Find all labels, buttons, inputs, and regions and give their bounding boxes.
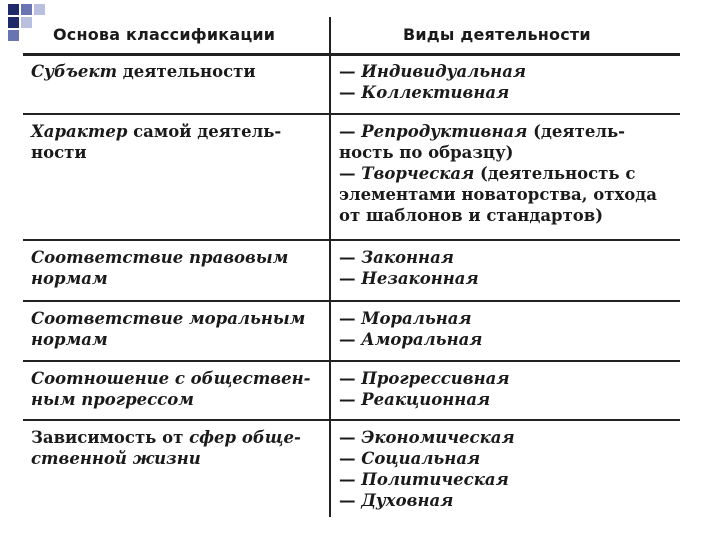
text-segment: — xyxy=(339,330,362,349)
text-segment: — xyxy=(339,269,362,288)
text-segment: Соответствие правовым xyxy=(31,248,289,267)
cell-line xyxy=(339,329,675,350)
text-segment: — xyxy=(339,164,362,183)
text-segment: ность по образцу) xyxy=(339,143,514,162)
row-divider xyxy=(23,300,680,302)
text-segment: от шаблонов и стандартов) xyxy=(339,206,604,225)
text-segment: Моральная xyxy=(361,309,472,328)
text-segment: элементами новаторства, отхода xyxy=(339,185,657,204)
classification-basis-cell xyxy=(31,121,323,163)
deco-square xyxy=(8,30,19,41)
header-divider xyxy=(23,53,680,56)
text-segment: — xyxy=(339,470,362,489)
text-segment: (деятель- xyxy=(527,122,625,141)
text-segment: ственной жизни xyxy=(31,449,201,468)
column-divider xyxy=(329,17,331,517)
cell-line xyxy=(339,389,675,410)
cell-line xyxy=(31,247,323,268)
activity-types-cell xyxy=(339,247,675,289)
cell-line xyxy=(31,368,323,389)
text-segment: — xyxy=(339,428,362,447)
cell-line xyxy=(31,268,323,289)
text-segment: Экономическая xyxy=(361,428,515,447)
activity-types-cell xyxy=(339,308,675,350)
text-segment: Творческая xyxy=(361,164,475,183)
text-segment: Законная xyxy=(361,248,454,267)
row-divider xyxy=(23,239,680,241)
cell-line xyxy=(339,268,675,289)
classification-table xyxy=(23,17,680,517)
text-segment: Прогрессивная xyxy=(361,369,510,388)
cell-line xyxy=(339,469,675,490)
cell-line xyxy=(31,389,323,410)
text-segment: — xyxy=(339,449,362,468)
text-segment: — xyxy=(339,309,362,328)
text-segment: нормам xyxy=(31,330,108,349)
classification-basis-cell xyxy=(31,308,323,350)
cell-line xyxy=(339,163,675,184)
deco-square xyxy=(8,17,19,28)
text-segment: Зависимость от xyxy=(31,428,190,447)
cell-line xyxy=(339,184,675,205)
cell-line xyxy=(31,308,323,329)
text-segment: Репродуктивная xyxy=(361,122,528,141)
cell-line xyxy=(339,448,675,469)
cell-line xyxy=(339,368,675,389)
cell-line xyxy=(339,61,675,82)
text-segment: — xyxy=(339,369,362,388)
text-segment: Соотношение с обществен- xyxy=(31,369,311,388)
cell-line xyxy=(339,205,675,226)
cell-line xyxy=(31,142,323,163)
cell-line xyxy=(31,427,323,448)
text-segment: — xyxy=(339,122,362,141)
text-segment: — xyxy=(339,390,362,409)
classification-basis-cell xyxy=(31,427,323,469)
text-segment: Индивидуальная xyxy=(361,62,527,81)
text-segment: — xyxy=(339,83,362,102)
classification-basis-cell xyxy=(31,247,323,289)
activity-types-cell xyxy=(339,121,675,226)
cell-line xyxy=(339,427,675,448)
text-segment: Духовная xyxy=(361,491,454,510)
header-col1: Основа классификации xyxy=(53,25,276,44)
text-segment: деятельности xyxy=(117,62,256,81)
cell-line xyxy=(339,247,675,268)
text-segment: Незаконная xyxy=(361,269,479,288)
deco-square xyxy=(21,4,32,15)
text-segment: сфер обще- xyxy=(189,428,301,447)
cell-line xyxy=(339,121,675,142)
text-segment: — xyxy=(339,491,362,510)
deco-square xyxy=(8,4,19,15)
text-segment: Реакционная xyxy=(361,390,491,409)
cell-line xyxy=(31,329,323,350)
deco-square xyxy=(34,4,45,15)
activity-types-cell xyxy=(339,368,675,410)
text-segment: Соответствие моральным xyxy=(31,309,306,328)
text-segment: ным прогрессом xyxy=(31,390,194,409)
cell-line xyxy=(339,490,675,511)
text-segment: — xyxy=(339,248,362,267)
activity-types-cell xyxy=(339,61,675,103)
cell-line xyxy=(31,448,323,469)
text-segment: Аморальная xyxy=(361,330,483,349)
text-segment: Коллективная xyxy=(361,83,510,102)
text-segment: Социальная xyxy=(361,449,481,468)
text-segment: нормам xyxy=(31,269,108,288)
cell-line xyxy=(339,142,675,163)
cell-line xyxy=(339,308,675,329)
text-segment: Характер xyxy=(31,122,128,141)
header-col2: Виды деятельности xyxy=(403,25,591,44)
text-segment: Политическая xyxy=(361,470,509,489)
cell-line xyxy=(31,61,323,82)
row-divider xyxy=(23,360,680,362)
cell-line xyxy=(31,121,323,142)
text-segment: Субъект xyxy=(31,62,118,81)
classification-basis-cell xyxy=(31,61,323,82)
text-segment: — xyxy=(339,62,362,81)
text-segment: ности xyxy=(31,143,87,162)
classification-basis-cell xyxy=(31,368,323,410)
text-segment: (деятельность с xyxy=(474,164,636,183)
activity-types-cell xyxy=(339,427,675,511)
text-segment: самой деятель- xyxy=(127,122,282,141)
row-divider xyxy=(23,419,680,421)
row-divider xyxy=(23,113,680,115)
cell-line xyxy=(339,82,675,103)
